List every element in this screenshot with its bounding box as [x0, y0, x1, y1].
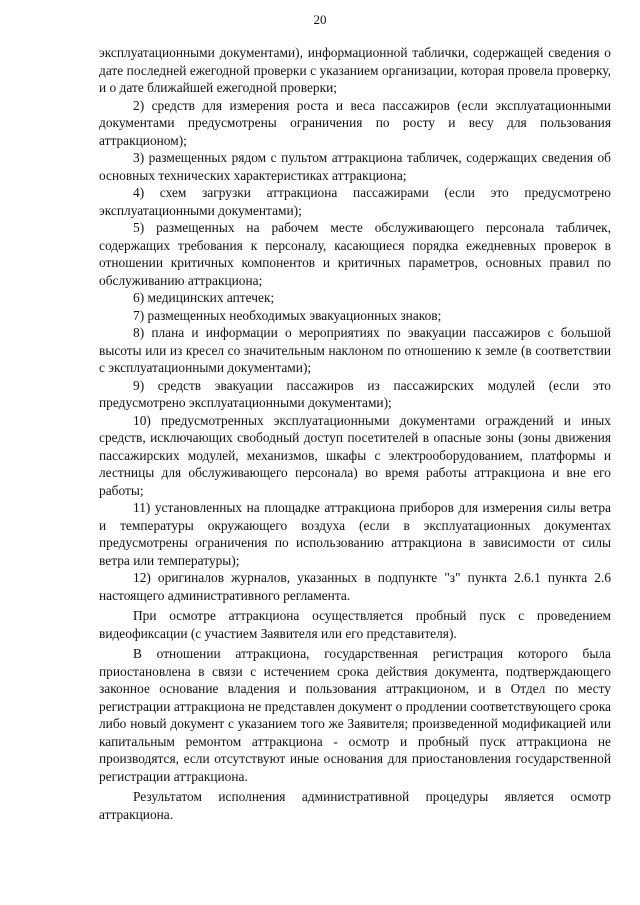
- list-item-2: 2) средств для измерения роста и веса пассажиров (если эксплуатационными документами предусмотрены ограничения по росту и весу для пользования аттракционом);: [99, 97, 611, 148]
- list-item-10: 10) предусмотренных эксплуатационными документами ограждений и иных средств, исключающих свободный доступ посетителей в опасные зоны (зоны движения пассажирских модулей, механизмов, шкафы с электрооборудованием, платформы и лестницы для обслуживающего персонала) во время работы аттракциона и вне его работы;: [99, 412, 611, 498]
- paragraph-test-run: При осмотре аттракциона осуществляется пробный пуск с проведением видеофиксации (с участием Заявителя или его представителя).: [99, 608, 611, 641]
- paragraph-suspended-registration: В отношении аттракциона, государственная регистрация которого была приостановлена в связи с истечением срока действия документа, подтверждающего законное основание владения и пользования аттракционом, и в Отдел по месту регистрации аттракциона не представлен документ о продлении соответствующего срока либо новый документ с указанием того же Заявителя; произведенной модификацией или капитальным ремонтом аттракциона - осмотр и пробный пуск аттракциона не производятся, если отсутствуют иные основания для приостановления государственной регистрации аттракциона.: [99, 646, 611, 784]
- list-item-4: 4) схем загрузки аттракциона пассажирами (если это предусмотрено эксплуатационными документами);: [99, 185, 611, 218]
- list-item-7: 7) размещенных необходимых эвакуационных знаков;: [133, 307, 442, 323]
- list-item-3: 3) размещенных рядом с пультом аттракциона табличек, содержащих сведения об основных технических характеристиках аттракциона;: [99, 150, 611, 183]
- list-item-6: 6) медицинских аптечек;: [133, 290, 275, 305]
- page-number: 20: [313, 12, 327, 27]
- paragraph-continuation: эксплуатационными документами), информационной таблички, содержащей сведения о дате последней ежегодной проверки с указанием организации, которая провела проверку, и о дате ближайшей ежегодной проверки;: [99, 45, 611, 95]
- paragraph-result: Результатом исполнения административной процедуры является осмотр аттракциона.: [99, 789, 611, 822]
- document-body: [99, 44, 611, 823]
- list-item-9: 9) средств эвакуации пассажиров из пассажирских модулей (если это предусмотрено эксплуатационными документами);: [99, 377, 611, 410]
- list-item-8: 8) плана и информации о мероприятиях по эвакуации пассажиров с большой высоты или из кресел со значительным наклоном по отношению к земле (в соответствии с эксплуатационными документами);: [99, 325, 611, 375]
- list-item-12: 12) оригиналов журналов, указанных в подпункте "з" пункта 2.6.1 пункта 2.6 настоящего административного регламента.: [99, 570, 611, 603]
- list-item-11: 11) установленных на площадке аттракциона приборов для измерения силы ветра и температуры окружающего воздуха (если в эксплуатационных документах предусмотрены ограничения по использованию аттракциона в зависимости от силы ветра или температуры);: [99, 500, 611, 568]
- list-item-5: 5) размещенных на рабочем месте обслуживающего персонала табличек, содержащих требования к персоналу, касающиеся порядка ежедневных проверок в отношении критичных компонентов и критичных параметров, основных правил по обслуживанию аттракциона;: [99, 220, 611, 288]
